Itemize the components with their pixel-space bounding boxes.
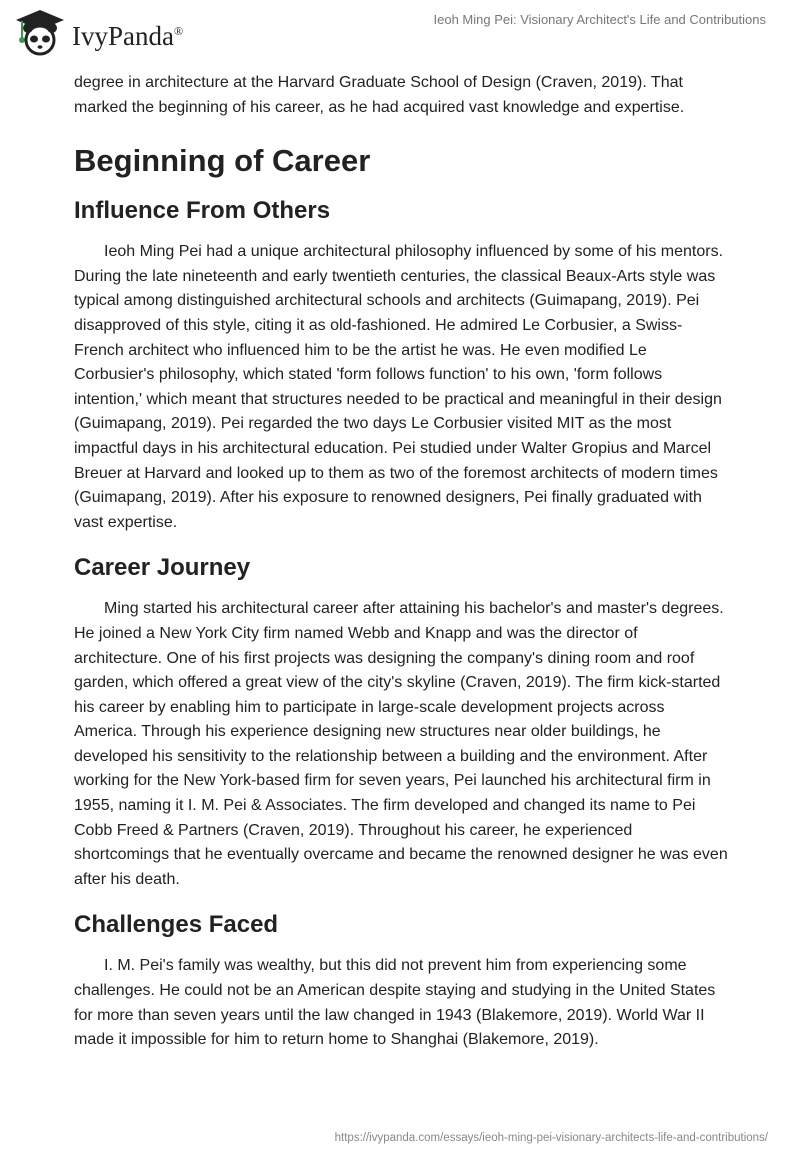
intro-paragraph: degree in architecture at the Harvard Graduate School of Design (Craven, 2019). That marked the beginning of his career, as he had acquired vast knowledge and expertise. — [74, 74, 685, 116]
essay-body — [74, 71, 730, 1053]
page-header — [0, 0, 800, 60]
subsection-heading-career-journey: Career Journey — [74, 554, 251, 582]
panda-graduate-icon — [14, 8, 66, 56]
source-url[interactable]: https://ivypanda.com/essays/ieoh-ming-pei-visionary-architects-life-and-contributions/ — [334, 1132, 768, 1144]
subsection-heading-influence: Influence From Others — [74, 197, 331, 225]
paragraph-influence: Ieoh Ming Pei had a unique architectural philosophy influenced by some of his mentors. During the late nineteenth and early twentieth centuries, the classical Beaux-Arts style was typical among distinguished architectural schools and architects (Guimapang, 2019). Pei disapproved of this style, citing it as old-fashioned. He admired Le Corbusier, a Swiss-French architect who influenced him to be the artist he was. He even modified Le Corbusier's philosophy, which stated 'form follows function' to his own, 'form follows intention,' which meant that structures needed to be practical and meaningful in their design (Guimapang, 2019). Pei regarded the two days Le Corbusier visited MIT as the most impactful days in his architectural education. Pei studied under Walter Gropius and Marcel Breuer at Harvard and looked up to them as two of the foremost architects of modern times (Guimapang, 2019). After his exposure to renowned designers, Pei finally graduated with vast expertise. — [74, 243, 724, 531]
logo-text: IvyPanda — [72, 20, 174, 51]
document-title: Ieoh Ming Pei: Visionary Architect's Life and Contributions — [433, 12, 766, 27]
paragraph-career-journey: Ming started his architectural career after attaining his bachelor's and master's degrees. He joined a New York City firm named Webb and Knapp and was the director of architecture. One of his first projects was designing the company's dining room and roof garden, which offered a great view of the city's skyline (Craven, 2019). The firm kick-started his career by enabling him to participate in large-scale development projects across America. Through his experience designing new structures near older buildings, he developed his sensitivity to the relationship between a building and the environment. After working for the New York-based firm for seven years, Pei launched his architectural firm in 1955, naming it I. M. Pei & Associates. The firm developed and changed its name to Pei Cobb Freed & Partners (Craven, 2019). Throughout his career, he experienced shortcomings that he eventually overcame and became the renowned designer he was even after his death. — [74, 600, 728, 888]
paragraph-challenges: I. M. Pei's family was wealthy, but this did not prevent him from experiencing some challenges. He could not be an American despite staying and studying in the United States for more than seven years until the law changed in 1943 (Blakemore, 2019). World War II made it impossible for him to return home to Shanghai (Blakemore, 2019). — [74, 957, 716, 1049]
section-heading: Beginning of Career — [74, 143, 371, 179]
subsection-heading-challenges: Challenges Faced — [74, 911, 279, 939]
registered-mark: ® — [173, 23, 184, 38]
ivypanda-logo[interactable] — [14, 8, 183, 56]
